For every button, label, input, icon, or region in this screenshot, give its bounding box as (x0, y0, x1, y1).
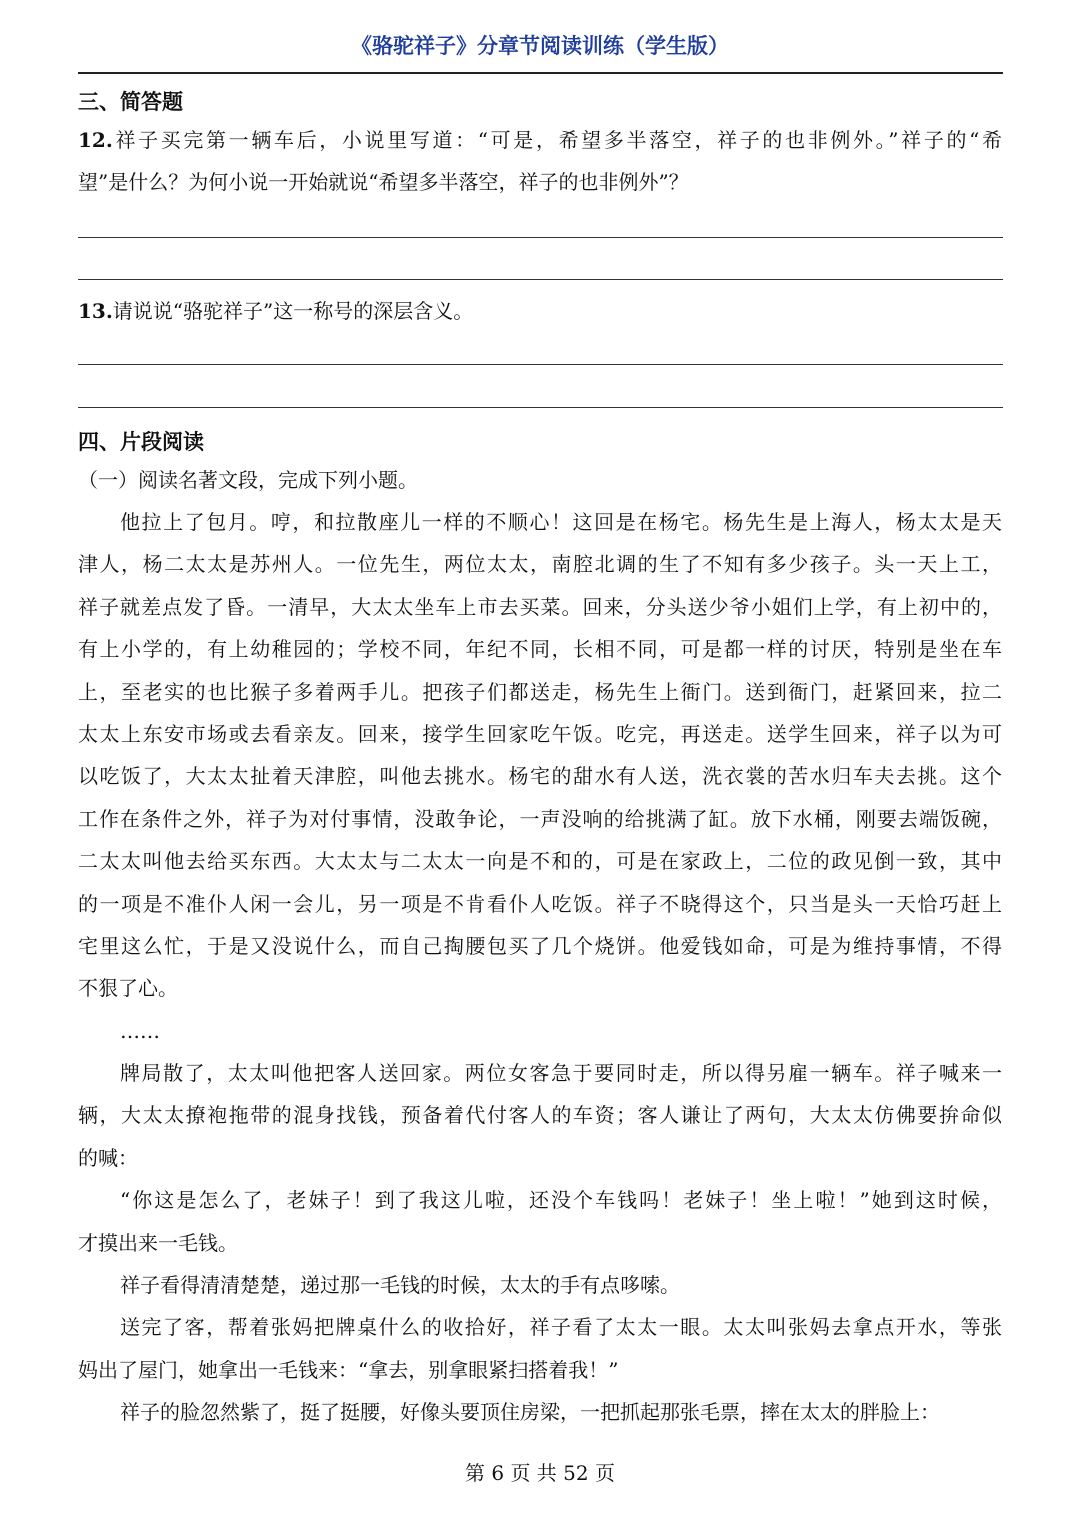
passage-instruction-block (78, 459, 1002, 501)
passage-line: 祥子就差点发了昏。一清早，大太太坐车上市去买菜。回来，分头送少爷小姐们上学，有上初中的， (78, 594, 1002, 619)
passage-line: 送完了客，帮着张妈把牌桌什么的收拾好，祥子看了太太一眼。太太叫张妈去拿点开水，等张 (120, 1315, 1002, 1340)
passage-paragraph (78, 1052, 1002, 1179)
document-header-title: 《骆驼祥子》分章节阅读训练（学生版） (351, 34, 729, 58)
passage-line: 妈出了屋门，她拿出一毛钱来：“拿去，别拿眼紧扫搭着我！” (78, 1357, 619, 1382)
passage-line: 祥子看得清清楚楚，递过那一毛钱的时候，太太的手有点哆嗦。 (120, 1273, 680, 1298)
passage-line: 辆，大太太撩袍拖带的混身找钱，预备着代付客人的车资；客人谦让了两句，大太太仿佛要拚命似 (78, 1103, 1002, 1128)
question-number: 12. (78, 128, 113, 152)
passage-paragraph (78, 1179, 1002, 1264)
question-13 (78, 290, 1002, 332)
question-12 (78, 119, 1002, 204)
passage-paragraph (78, 501, 1002, 1010)
passage-paragraph (78, 1391, 1002, 1433)
passage-line: 以吃饭了，大太太扯着天津腔，叫他去挑水。杨宅的甜水有人送，洗衣裳的苦水归车夫去挑。这个 (78, 764, 1002, 789)
question-line (78, 119, 1002, 161)
passage-line: 工作在条件之外，祥子为对付事情，没敢争论，一声没响的给挑满了缸。放下水桶，刚要去端饭碗， (78, 806, 1002, 831)
passage-line: 牌局散了，太太叫他把客人送回家。两位女客急于要同时走，所以得另雇一辆车。祥子喊来一 (120, 1061, 1002, 1086)
passage-line: 的喊： (78, 1145, 138, 1170)
section-heading-passage-reading: 四、片段阅读 (78, 430, 204, 454)
answer-line[interactable] (78, 237, 1003, 238)
passage-line: 才摸出来一毛钱。 (78, 1230, 238, 1255)
answer-line[interactable] (78, 364, 1003, 365)
passage-line: 太太上东安市场或去看亲友。回来，接学生回家吃午饭。吃完，再送走。送学生回来，祥子以为可 (78, 721, 1002, 746)
passage-instruction: （一）阅读名著文段，完成下列小题。 (78, 468, 418, 492)
passage-line: “你这是怎么了，老妹子！到了我这儿啦，还没个车钱吗！老妹子！坐上啦！”她到这时候， (120, 1188, 1002, 1213)
passage-paragraph (78, 1010, 1002, 1052)
question-number: 13. (78, 299, 113, 323)
passage-line: 宅里这么忙，于是又没说什么，而自己掏腰包买了几个烧饼。他爱钱如命，可是为维持事情，不得 (78, 933, 1002, 958)
passage-line: 有上小学的，有上幼稚园的；学校不同，年纪不同，长相不同，可是都一样的讨厌，特别是坐在车 (78, 637, 1002, 662)
answer-line[interactable] (78, 279, 1003, 280)
passage-line: 祥子的脸忽然紫了，挺了挺腰，好像头要顶住房梁，一把抓起那张毛票，摔在太太的胖脸上： (120, 1400, 940, 1425)
passage-paragraph (78, 1264, 1002, 1306)
passage-line: …… (120, 1018, 160, 1043)
question-text: 祥子买完第一辆车后，小说里写道：“可是，希望多半落空，祥子的也非例外。”祥子的“希 (112, 128, 1002, 152)
passage-paragraph (78, 1306, 1002, 1391)
passage-line: 二太太叫他去给买东西。大太太与二太太一向是不和的，可是在家政上，二位的政见倒一致，其中 (78, 849, 1002, 874)
passage-line: 不狠了心。 (78, 976, 178, 1001)
section-heading-short-answer: 三、简答题 (78, 90, 183, 114)
passage-line: 津人，杨二太太是苏州人。一位先生，两位太太，南腔北调的生了不知有多少孩子。头一天上工， (78, 552, 1002, 577)
passage-line: 上，至老实的也比猴子多着两手儿。把孩子们都送走，杨先生上衙门。送到衙门，赶紧回来，拉二 (78, 679, 1002, 704)
question-line (78, 290, 1002, 332)
reading-passage (78, 501, 1002, 1434)
page-number-footer: 第 6 页 共 52 页 (465, 1461, 615, 1485)
answer-line[interactable] (78, 407, 1003, 408)
passage-line: 的一项是不准仆人闲一会儿，另一项是不肯看仆人吃饭。祥子不晓得这个，只当是头一天恰巧赶上 (78, 891, 1002, 916)
question-text: 请说说“骆驼祥子”这一称号的深层含义。 (112, 299, 474, 323)
passage-line: 他拉上了包月。哼，和拉散座儿一样的不顺心！这回是在杨宅。杨先生是上海人，杨太太是天 (120, 510, 1002, 534)
question-line: 望”是什么？为何小说一开始就说“希望多半落空，祥子的也非例外”？ (78, 170, 689, 195)
header-divider (78, 72, 1003, 74)
